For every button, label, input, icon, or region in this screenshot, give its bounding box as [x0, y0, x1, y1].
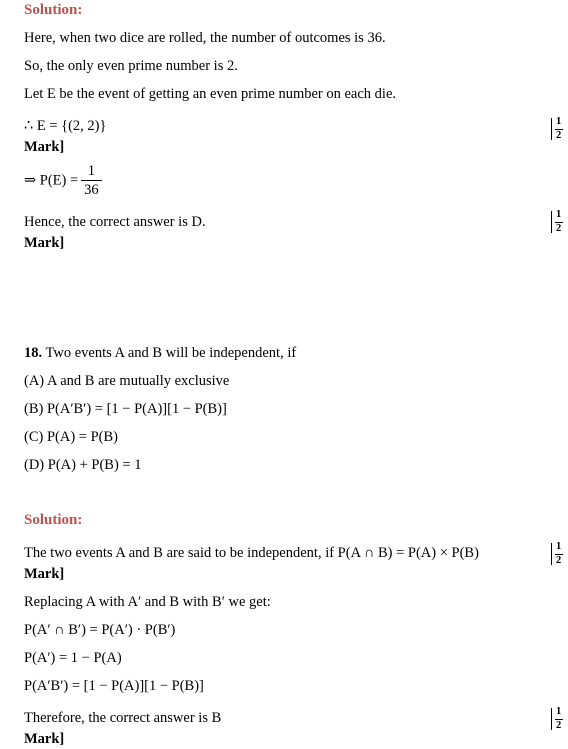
fraction-numerator: 1 [87, 163, 96, 179]
solution2-answer-line: Therefore, the correct answer is B [24, 710, 222, 726]
question-text: Two events A and B will be independent, if [45, 345, 297, 361]
probability-fraction [81, 163, 102, 199]
option-c: (C) P(A) = P(B) [24, 429, 118, 445]
half-mark-fraction-1: 1 2 [551, 116, 567, 144]
option-d: (D) P(A) + P(B) = 1 [24, 457, 142, 473]
solution1-line-event-def: Let E be the event of getting an even prime number on each die. [24, 86, 397, 102]
half-mark-fraction-3: 1 2 [551, 541, 567, 569]
solution2-complement-line: P(A′) = 1 − P(A) [24, 650, 122, 666]
question-number: 18. [24, 345, 43, 361]
solution-heading-2: Solution: [24, 512, 83, 528]
solution1-line-event-set: ∴ E = {(2, 2)} [24, 118, 107, 134]
solution1-probability-line [24, 163, 102, 199]
probability-lhs: ⇒ P(E) = [24, 172, 79, 189]
solution2-intersection-line: P(A′ ∩ B′) = P(A′) · P(B′) [24, 622, 176, 638]
solution2-replacing-line: Replacing A with A′ and B with B′ we get: [24, 594, 271, 610]
solution2-independence-def: The two events A and B are said to be independent, if P(A ∩ B) = P(A) × P(B) [24, 545, 479, 561]
solution-heading-1: Solution: [24, 2, 83, 18]
solution2-product-line: P(A′B′) = [1 − P(A)][1 − P(B)] [24, 678, 204, 694]
half-mark-fraction-2: 1 2 [551, 209, 567, 237]
solution1-line-outcomes: Here, when two dice are rolled, the number of outcomes is 36. [24, 30, 386, 46]
option-a: (A) A and B are mutually exclusive [24, 373, 230, 389]
fraction-denominator: 36 [81, 180, 102, 199]
mark-label-1: Mark] [24, 139, 65, 155]
half-mark-fraction-4: 1 2 [551, 706, 567, 734]
option-b: (B) P(A′B′) = [1 − P(A)][1 − P(B)] [24, 401, 227, 417]
mark-label-2: Mark] [24, 235, 65, 251]
mark-label-4: Mark] [24, 731, 65, 747]
mark-label-3: Mark] [24, 566, 65, 582]
solution1-line-even-prime: So, the only even prime number is 2. [24, 58, 238, 74]
question-18 [24, 344, 296, 362]
solution1-answer-line: Hence, the correct answer is D. [24, 214, 206, 230]
